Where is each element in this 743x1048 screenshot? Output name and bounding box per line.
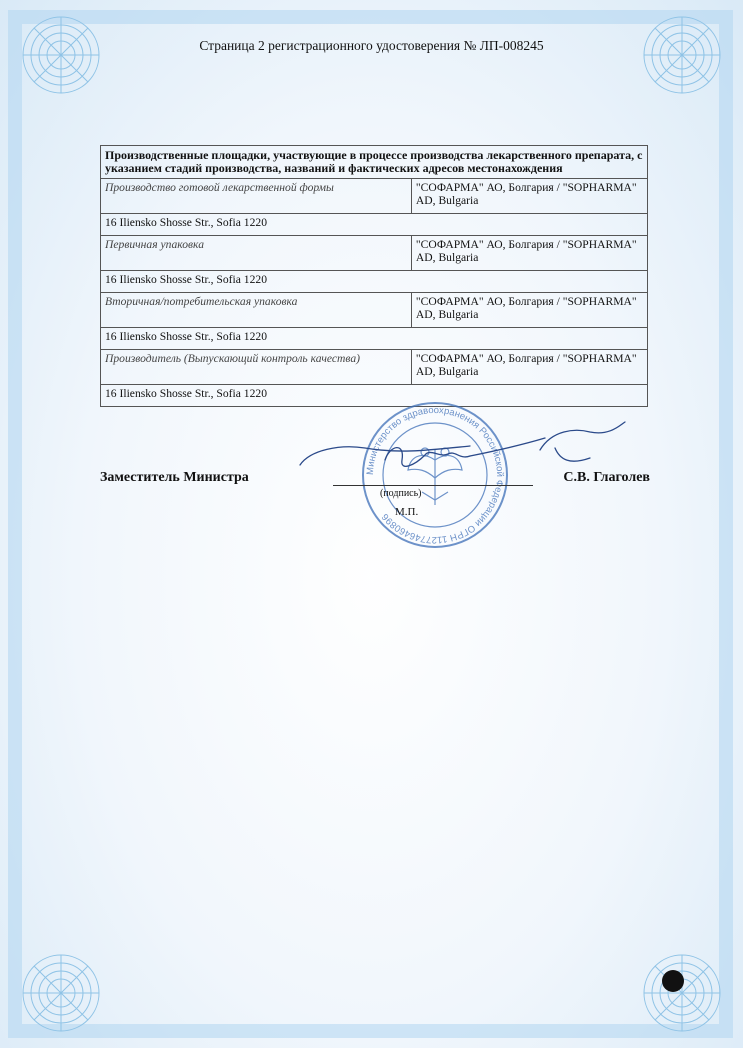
signature-block <box>100 468 650 528</box>
table-row <box>101 350 648 385</box>
page-title: Страница 2 регистрационного удостоверения № ЛП-008245 <box>199 38 544 53</box>
table-row <box>101 271 648 293</box>
manufacturer-cell: "СОФАРМА" АО, Болгария / "SOPHARMA" AD, Bulgaria <box>411 293 647 328</box>
table-row <box>101 293 648 328</box>
punch-hole <box>662 970 684 992</box>
corner-rosette-icon <box>639 12 725 98</box>
corner-rosette-icon <box>18 12 104 98</box>
stage-cell: Производитель (Выпускающий контроль качества) <box>101 350 412 385</box>
stage-cell: Первичная упаковка <box>101 236 412 271</box>
address-cell: 16 Iliensko Shosse Str., Sofia 1220 <box>101 214 648 236</box>
manufacturer-cell: "СОФАРМА" АО, Болгария / "SOPHARMA" AD, Bulgaria <box>411 350 647 385</box>
address-cell: 16 Iliensko Shosse Str., Sofia 1220 <box>101 328 648 350</box>
table-row <box>101 214 648 236</box>
table-heading: Производственные площадки, участвующие в процессе производства лекарственного препарата, с указанием стадий производства, названий и фактических адресов местонахождения <box>101 146 648 179</box>
manufacturer-cell: "СОФАРМА" АО, Болгария / "SOPHARMA" AD, Bulgaria <box>411 179 647 214</box>
signature-caption: (подпись) <box>380 488 422 499</box>
signature-line <box>333 485 533 486</box>
signatory-name: С.В. Глаголев <box>563 470 650 485</box>
table-row <box>101 328 648 350</box>
stage-cell: Вторичная/потребительская упаковка <box>101 293 412 328</box>
seal-place-label: М.П. <box>395 506 419 518</box>
table-row <box>101 179 648 214</box>
table-row <box>101 236 648 271</box>
corner-rosette-icon <box>639 950 725 1036</box>
seal-text: Министерство здравоохранения Российской Федерации ОГРН 1127746460896 <box>364 404 506 546</box>
address-cell: 16 Iliensko Shosse Str., Sofia 1220 <box>101 385 648 407</box>
stage-cell: Производство готовой лекарственной формы <box>101 179 412 214</box>
address-cell: 16 Iliensko Shosse Str., Sofia 1220 <box>101 271 648 293</box>
corner-rosette-icon <box>18 950 104 1036</box>
manufacturer-cell: "СОФАРМА" АО, Болгария / "SOPHARMA" AD, Bulgaria <box>411 236 647 271</box>
production-sites-table <box>100 145 648 407</box>
signatory-position: Заместитель Министра <box>100 470 249 485</box>
